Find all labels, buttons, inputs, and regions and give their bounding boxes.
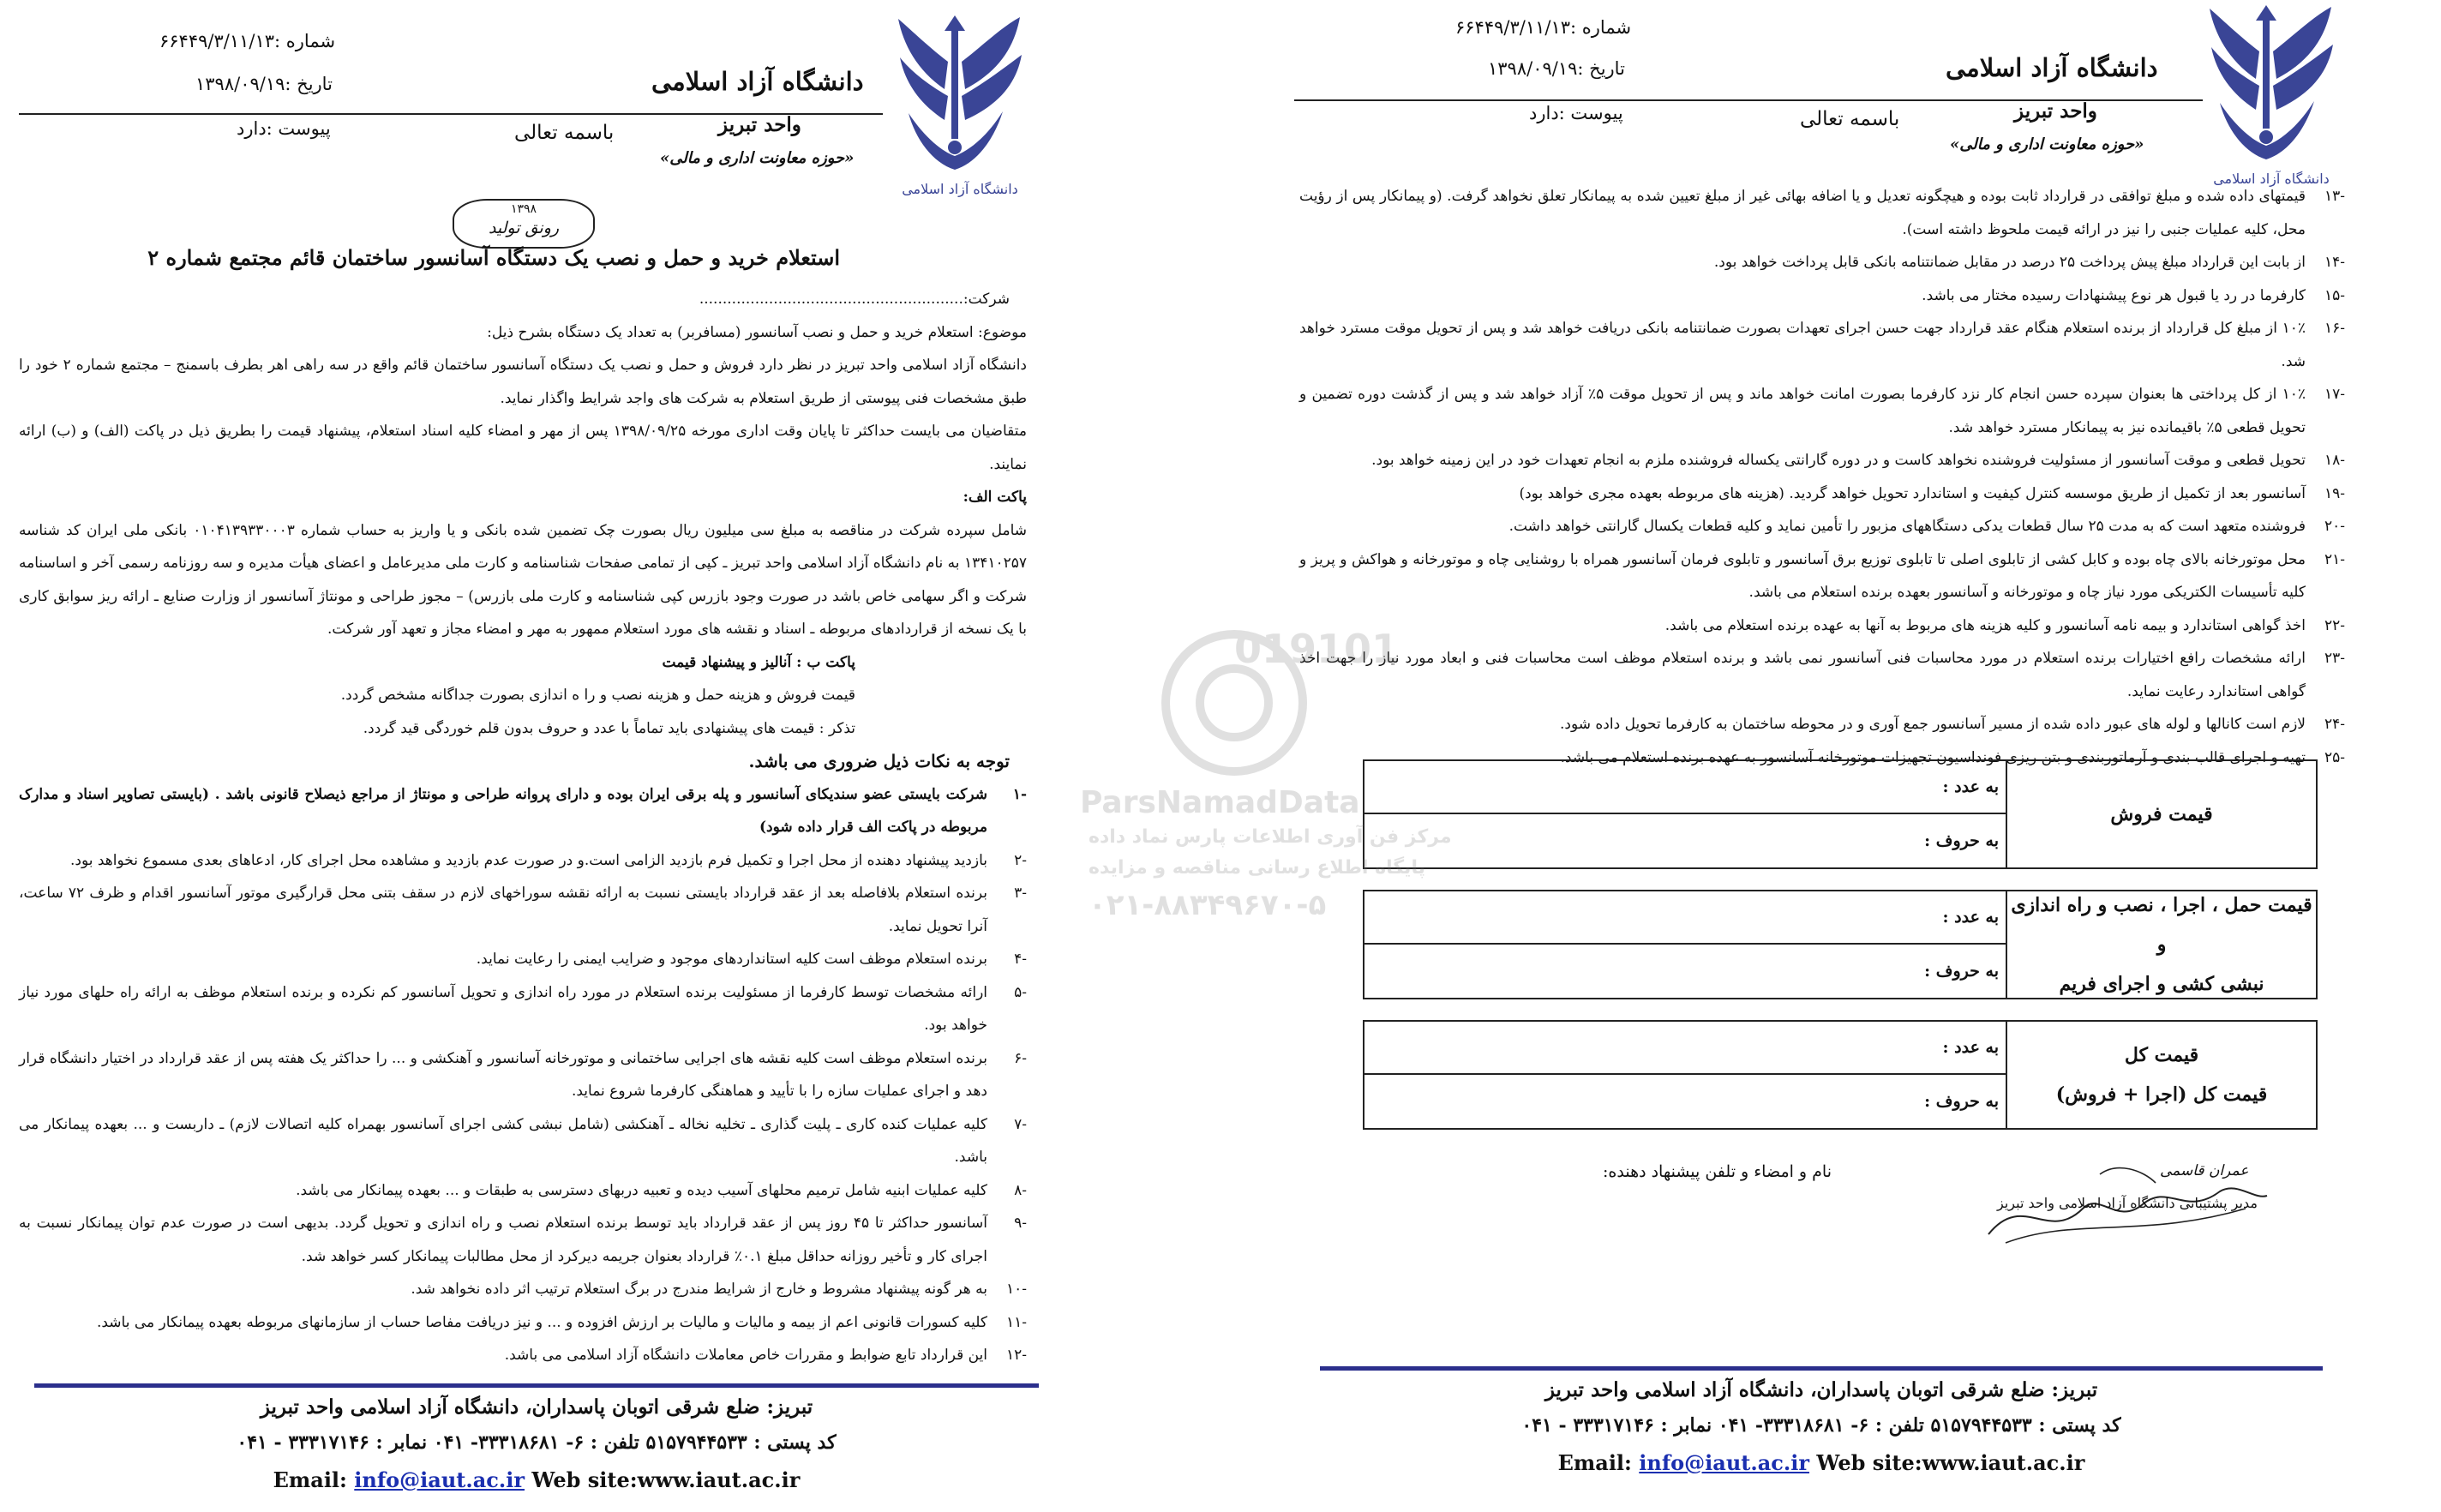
item-number: -۱۵	[2324, 286, 2345, 304]
item-number: -۵	[1014, 983, 1027, 1001]
footer-address: تبریز: ضلع شرقی اتوبان پاسداران، دانشگاه آزاد اسلامی واحد تبریز	[1544, 1378, 2098, 1401]
unit-name: واحد تبریز	[718, 113, 801, 136]
item-number: -۲۵	[2324, 748, 2345, 766]
university-logo-icon	[891, 10, 1037, 207]
pack-a-text: شامل سپرده شرکت در مناقصه به مبلغ سی میلیون ریال بصورت چک تضمین شده بانکی و یا واریز به حساب شماره ۰۱۰۴۱۳۹۳۳۰۰۰۳ بانکی ملی ایران کد شناسه ۱۳۴۱۰۲۵۷ به نام دانشگاه آزاد اسلامی واحد تبریز ـ کپی از تمامی صفحات شناسنامه و کارت ملی مدیرعامل و اعضای هیأت مدیره و سه روزنامه رسمی آخر و اساسنامه شرکت و اگر سهامی خاص باشد در صورت وجود بازرس کپی شناسنامه و کارت ملی بازرس) – مجوز طراحی و مونتاژ آسانسور از وزارت صنایع ـ ارائه ریز سوابق کاری با یک نسخه از قراردادهای مربوطه ـ اسناد و نقشه های مورد استعلام ممهور به مهر و امضاء مجاز و تعهد آور شرکت.	[19, 521, 1027, 638]
list-item	[19, 1306, 1027, 1340]
item-text: برنده استعلام بلافاصله بعد از عقد قرارداد بایستی نسبت به ارائه نقشه سوراخهای لازم در سقف بتنی محل قرارگیری موتور آسانسور اقدام و ظرف ۷۲ ساعت، آنرا تحویل نماید.	[19, 885, 987, 935]
list-item	[19, 1108, 1027, 1174]
price-table-total	[1363, 1020, 2318, 1130]
letter-attachment: پیوست :دارد	[1529, 103, 1623, 123]
university-name: دانشگاه آزاد اسلامی	[1946, 53, 2158, 82]
price-table-label	[2006, 1022, 2316, 1128]
list-item	[19, 943, 1027, 976]
price-table-sale	[1363, 759, 2318, 869]
item-number: -۳	[1014, 885, 1027, 902]
item-text: بازدید پیشنهاد دهنده از محل اجرا و تکمیل فرم بازدید الزامی است.و در صورت عدم بازدید و مشاهده محل اجرای کار، ادعاهای بعدی مسموع نخواهد بود.	[69, 851, 987, 869]
intro-paragraph: دانشگاه آزاد اسلامی واحد تبریز در نظر دارد فروش و حمل و نصب یک دستگاه آسانسور ساختمان قائم واقع در سه راهی اهر بطرف باسمنج – مجتمع شماره ۲ خود را طبق مشخصات فنی پیوستی از طریق استعلام به شرکت های واجد شرایط واگذار نماید.	[19, 357, 1027, 407]
right-body	[1299, 180, 2345, 774]
item-text: کلیه عملیات کنده کاری ـ پلیت گذاری ـ تخلیه نخاله ـ آهنکشی (شامل نبشی کشی اجرای آسانسور بهمراه کلیه اتصالات لازم) ـ داربست و ... بعهده پیمانکار می باشد.	[19, 1115, 987, 1166]
item-text: به هر گونه پیشنهاد مشروط و خارج از شرایط مندرج در برگ استعلام ترتیب اثر داده نخواهد شد.	[411, 1281, 987, 1298]
price-label-line: قیمت کل (اجرا + فروش)	[2055, 1083, 2268, 1106]
svg-text:دانشگاه آزاد اسلامی: دانشگاه آزاد اسلامی	[2213, 171, 2330, 187]
pack-b-text-1: قیمت فروش و هزینه حمل و هزینه نصب و را ه اندازی بصورت جداگانه مشخص گردد.	[340, 687, 855, 704]
item-number: -۹	[1014, 1215, 1027, 1232]
letter-number: شماره :۶۶۴۴۹/۳/۱۱/۱۳	[159, 31, 336, 51]
document-title: استعلام خرید و حمل و نصب یک دستگاه آسانسور ساختمان قائم مجتمع شماره ۲	[147, 245, 840, 270]
item-text: ۱۰٪ از کل پرداختی ها بعنوان سپرده حسن انجام کار نزد کارفرما بصورت امانت خواهد ماند و پس از تحویل موقت ۵٪ آزاد خواهد شد و پس از گذشت دوره تضمین و تحویل قطعی ۵٪ باقیمانده نیز به پیمانکار مسترد خواهد شد.	[1299, 386, 2306, 436]
list-item	[19, 844, 1027, 878]
item-text: تحویل قطعی و موقت آسانسور از مسئولیت فروشنده نخواهد کاست و در دوره گارانتی یکساله فروشنده ملزم به انجام تعهدات خود در این زمینه خواهد بود.	[1371, 452, 2306, 469]
left-body	[19, 283, 1027, 1372]
letter-page-2	[1251, 0, 2441, 1512]
item-number: -۱۹	[2324, 484, 2345, 502]
price-label-line: نبشی کشی و اجرای فریم	[2059, 973, 2264, 995]
price-table-installation	[1363, 890, 2318, 999]
footer-email-line	[1320, 1450, 2323, 1475]
item-number: -۱۷	[2324, 386, 2345, 403]
watermark-code: 019101	[1234, 626, 1400, 672]
item-number: -۱	[1012, 785, 1027, 803]
basmeh: باسمه تعالی	[514, 122, 615, 144]
letter-date: تاریخ :۱۳۹۸/۰۹/۱۹	[1488, 58, 1625, 79]
item-number: -۱۴	[2324, 254, 2345, 271]
price-label-line: قیمت فروش	[2110, 803, 2213, 825]
email-label: Email:	[273, 1467, 347, 1492]
watermark-phone: ۰۲۱-۸۸۳۴۹۶۷۰-۵	[1089, 888, 1327, 922]
list-item	[1299, 180, 2345, 246]
list-item	[1299, 543, 2345, 609]
unit-name: واحد تبریز	[2014, 99, 2097, 123]
watermark	[1071, 617, 1452, 926]
footer-contact: کد پستی : ۵۱۵۷۹۴۴۵۳۳ تلفن : ۶- ۳۳۳۱۸۶۸۱- ۰۴۱ نمابر : ۳۳۳۱۷۱۴۶ - ۰۴۱	[237, 1431, 837, 1454]
item-text: آسانسور حداکثر تا ۴۵ روز پس از عقد قرارداد باید توسط برنده استعلام نصب و راه اندازی و تحویل گردد. بدیهی است در صورت عدم توان پیمانکار نسبت به اجرای کار و تأخیر روزانه حداقل مبلغ ۰.۱٪ قرارداد بعنوان جریمه دیرکرد از محل مطالبات پیمانکار کسر خواهد شد.	[19, 1215, 987, 1265]
letter-date: تاریخ :۱۳۹۸/۰۹/۱۹	[195, 74, 333, 94]
item-text: قیمتهای داده شده و مبلغ توافقی در قرارداد ثابت بوده و هیچگونه تعدیل و یا اضافه بهائی غیر از مبلغ تعیین شده به پیمانکار تعلق نخواهد گرفت. (و پیمانکار پس از رؤیت محل، کلیه عملیات جنبی را نیز در ارائه قیمت ملحوظ داشته است).	[1299, 188, 2306, 238]
item-number: -۱۱	[1005, 1313, 1027, 1331]
list-item	[19, 877, 1027, 943]
signer-title: مدیر پشتیبانی دانشگاه آزاد اسلامی واحد تبریز	[1997, 1195, 2258, 1211]
email-link[interactable]: info@iaut.ac.ir	[1639, 1450, 1810, 1475]
price-words-field[interactable]: به حروف :	[1924, 1092, 1999, 1111]
email-label: Email:	[1557, 1450, 1632, 1475]
list-item	[19, 1174, 1027, 1208]
list-item	[1299, 378, 2345, 444]
pack-b-text-2: تذکر : قیمت های پیشنهادی باید تماماً با عدد و حروف بدون قلم خوردگی قید گردد.	[363, 719, 855, 737]
department-name: «حوزه معاونت اداری و مالی»	[1950, 135, 2144, 153]
website-text: Web site:www.iaut.ac.ir	[1816, 1450, 2085, 1475]
item-text: از بابت این قرارداد مبلغ پیش پرداخت ۲۵ درصد در مقابل ضمانتنامه بانکی قابل پرداخت خواهد بود.	[1713, 254, 2306, 271]
list-item	[1299, 312, 2345, 378]
list-item	[19, 778, 1027, 844]
signer-caption: نام و امضاء و تلفن پیشنهاد دهنده:	[1603, 1162, 1832, 1181]
department-name: «حوزه معاونت اداری و مالی»	[660, 149, 855, 167]
item-number: -۴	[1014, 951, 1027, 968]
list-item	[1299, 609, 2345, 643]
item-number: -۲۱	[2324, 550, 2345, 568]
item-number: -۶	[1014, 1049, 1027, 1067]
item-text: کلیه عملیات ابنیه شامل ترمیم محلهای آسیب دیده و تعبیه دربهای دسترسی به طبقات و ... بعهده پیمانکار می باشد.	[296, 1181, 987, 1199]
item-number: -۲	[1014, 851, 1027, 869]
item-text: اخذ گواهی استاندارد و بیمه نامه آسانسور و کلیه هزینه های مربوط به آنها به عهده برنده استعلام می باشد.	[1664, 616, 2306, 634]
watermark-line-1: مرکز فن آوری اطلاعات پارس نماد داده	[1089, 826, 1452, 848]
item-text: فروشنده متعهد است که به مدت ۲۵ سال قطعات یدکی دستگاههای مزبور را تأمین نماید و کلیه قطعات یکسال گارانتی خواهد داشت.	[1508, 518, 2306, 535]
item-text: آسانسور بعد از تکمیل از طریق موسسه کنترل کیفیت و استاندارد تحویل خواهد گردید. (هزینه های مربوطه بعهده مجری خواهد بود)	[1519, 484, 2306, 502]
item-number: -۸	[1014, 1181, 1027, 1199]
notes-title: توجه به نکات ذیل ضروری می باشد.	[748, 751, 1010, 771]
item-text: ارائه مشخصات رافع اختیارات برنده استعلام در مورد محاسبات فنی آسانسور نمی باشد و برنده استعلام موظف است محاسبات فنی و ابعاد مورد نیاز را جهت اخذ گواهی استاندارد رعایت نماید.	[1299, 650, 2306, 700]
item-text: ۱۰٪ از مبلغ کل قرارداد از برنده استعلام هنگام عقد قرارداد جهت حسن اجرای تعهدات بصورت ضمانتنامه بانکی دریافت خواهد شد و پس از تحویل موقت مسترد خواهد شد.	[1299, 320, 2306, 370]
item-number: -۱۸	[2324, 452, 2345, 469]
stamp-year: ۱۳۹۸	[510, 202, 537, 216]
footer-divider	[1320, 1366, 2323, 1371]
list-item	[1299, 642, 2345, 708]
list-item	[19, 1273, 1027, 1306]
pack-a-title: پاکت الف:	[963, 489, 1027, 506]
item-number: -۱۶	[2324, 320, 2345, 337]
list-item	[1299, 510, 2345, 543]
university-logo-icon	[2203, 0, 2348, 197]
item-text: محل موتورخانه بالای چاه بوده و کابل کشی از تابلوی اصلی تا تابلوی توزیع برق آسانسور و تابلوی فرمان آسانسور همراه با روشنایی چاه و موتورخانه و هواکش و پریز و کلیه تأسیسات الکتریکی مورد نیاز چاه و موتورخانه و آسانسور بعهده برنده استعلام می باشد.	[1299, 550, 2306, 601]
price-number-field[interactable]: به عدد :	[1364, 891, 2007, 945]
price-table-label	[2006, 891, 2316, 998]
item-number: -۲۲	[2324, 616, 2345, 634]
list-item	[1299, 477, 2345, 511]
letter-number: شماره :۶۶۴۴۹/۳/۱۱/۱۳	[1455, 17, 1632, 38]
pack-b-title: پاکت ب : آنالیز و پیشنهاد قیمت	[662, 653, 855, 671]
item-text: برنده استعلام موظف است کلیه نقشه های اجرایی ساختمانی و موتورخانه آسانسور و آهنکشی و ... را حداکثر یک هفته پس از عقد قرارداد در اختیار دانشگاه قرار دهد و اجرای عملیات سازه را با تأیید و هماهنگی کارفرما شروع نماید.	[19, 1049, 987, 1100]
list-item	[19, 1339, 1027, 1372]
letter-attachment: پیوست :دارد	[237, 118, 331, 139]
footer-contact: کد پستی : ۵۱۵۷۹۴۴۵۳۳ تلفن : ۶- ۳۳۳۱۸۶۸۱- ۰۴۱ نمابر : ۳۳۳۱۷۱۴۶ - ۰۴۱	[1521, 1414, 2121, 1437]
deadline-paragraph: متقاضیان می بایست حداکثر تا پایان وقت اداری مورخه ۱۳۹۸/۰۹/۲۵ پس از مهر و امضاء کلیه اسناد استعلام، پیشنهاد قیمت را بطریق ذیل در پاکت (الف) و (ب) ارائه نمایند.	[19, 423, 1027, 473]
footer-email-line	[34, 1467, 1039, 1492]
footer-address: تبریز: ضلع شرقی اتوبان پاسداران، دانشگاه آزاد اسلامی واحد تبریز	[260, 1395, 813, 1419]
item-text: تهیه و اجرای قالب بندی و آرماتوربندی و بتن ریزی فونداسیون تجهیزات موتورخانه آسانسور به عهده برنده استعلام می باشد.	[1560, 748, 2306, 766]
item-number: -۱۰	[1005, 1281, 1027, 1298]
list-item	[19, 1207, 1027, 1273]
item-number: -۱۳	[2324, 188, 2345, 205]
price-label-line: قیمت حمل ، اجرا ، نصب و راه اندازی و	[2011, 894, 2312, 956]
list-item	[1299, 246, 2345, 279]
basmeh: باسمه تعالی	[1800, 108, 1900, 130]
item-number: -۲۰	[2324, 518, 2345, 535]
company-field: شرکت:.........................................................	[699, 291, 1010, 308]
production-year-stamp	[453, 199, 595, 249]
list-item	[19, 976, 1027, 1042]
item-text: این قرارداد تابع ضوابط و مقررات خاص معاملات دانشگاه آزاد اسلامی می باشد.	[504, 1347, 987, 1364]
item-text: شرکت بایستی عضو سندیکای آسانسور و پله برقی ایران بوده و دارای پروانه طراحی و مونتاژ از مراجع ذیصلاح قانونی باشد . (بایستی تصاویر اسناد و مدارک مربوطه در پاکت الف قرار داده شود)	[19, 785, 987, 836]
list-item	[1299, 444, 2345, 477]
item-text: کارفرما در رد یا قبول هر نوع پیشنهادات رسیده مختار می باشد.	[1922, 286, 2306, 304]
email-link[interactable]: info@iaut.ac.ir	[354, 1467, 525, 1492]
signer-name: عمران قاسمی	[2160, 1162, 2249, 1179]
item-number: -۲۴	[2324, 716, 2345, 733]
item-text: برنده استعلام موظف است کلیه استانداردهای موجود و ضرایب ایمنی را رعایت نماید.	[476, 951, 987, 968]
university-name: دانشگاه آزاد اسلامی	[651, 67, 864, 96]
footer-divider	[34, 1383, 1039, 1388]
svg-text:دانشگاه آزاد اسلامی: دانشگاه آزاد اسلامی	[902, 181, 1018, 197]
price-label-line: قیمت کل	[2124, 1044, 2199, 1066]
stamp-text: رونق تولید	[488, 219, 560, 237]
price-table-label	[2006, 761, 2316, 867]
list-item	[1299, 708, 2345, 741]
price-words-field[interactable]: به حروف :	[1924, 831, 1999, 850]
list-item	[1299, 279, 2345, 313]
item-number: -۲۳	[2324, 650, 2345, 667]
watermark-line-2: پایگاه اطلاع رسانی مناقصه و مزایده	[1089, 857, 1425, 879]
website-text: Web site:www.iaut.ac.ir	[531, 1467, 801, 1492]
item-text: کلیه کسورات قانونی اعم از بیمه و مالیات و مالیات بر ارزش افزوده و ... و نیز دریافت مفاصا حساب از سازمانهای مربوطه بعهده پیمانکار می باشد.	[96, 1313, 987, 1331]
item-text: ارائه مشخصات توسط کارفرما از مسئولیت برنده استعلام در مورد راه اندازی و تحویل آسانسور کم نکرده و برنده استعلام موظف به ارائه راه حلهای مورد نیاز خواهد بود.	[19, 983, 987, 1034]
price-words-field[interactable]: به حروف :	[1924, 962, 1999, 981]
price-number-field[interactable]: به عدد :	[1364, 761, 2007, 814]
item-number: -۷	[1014, 1115, 1027, 1133]
item-text: لازم است کانالها و لوله های عبور داده شده از مسیر آسانسور جمع آوری و در محوطه ساختمان به کارفرما تحویل داده شود.	[1560, 716, 2306, 733]
list-item	[19, 1042, 1027, 1108]
watermark-brand: ParsNamadData	[1080, 785, 1360, 820]
letter-page-1	[0, 0, 1046, 1512]
subject-line: موضوع: استعلام خرید و حمل و نصب آسانسور (مسافربر) به تعداد یک دستگاه بشرح ذیل:	[487, 323, 1027, 341]
price-number-field[interactable]: به عدد :	[1364, 1022, 2007, 1075]
item-number: -۱۲	[1005, 1347, 1027, 1364]
